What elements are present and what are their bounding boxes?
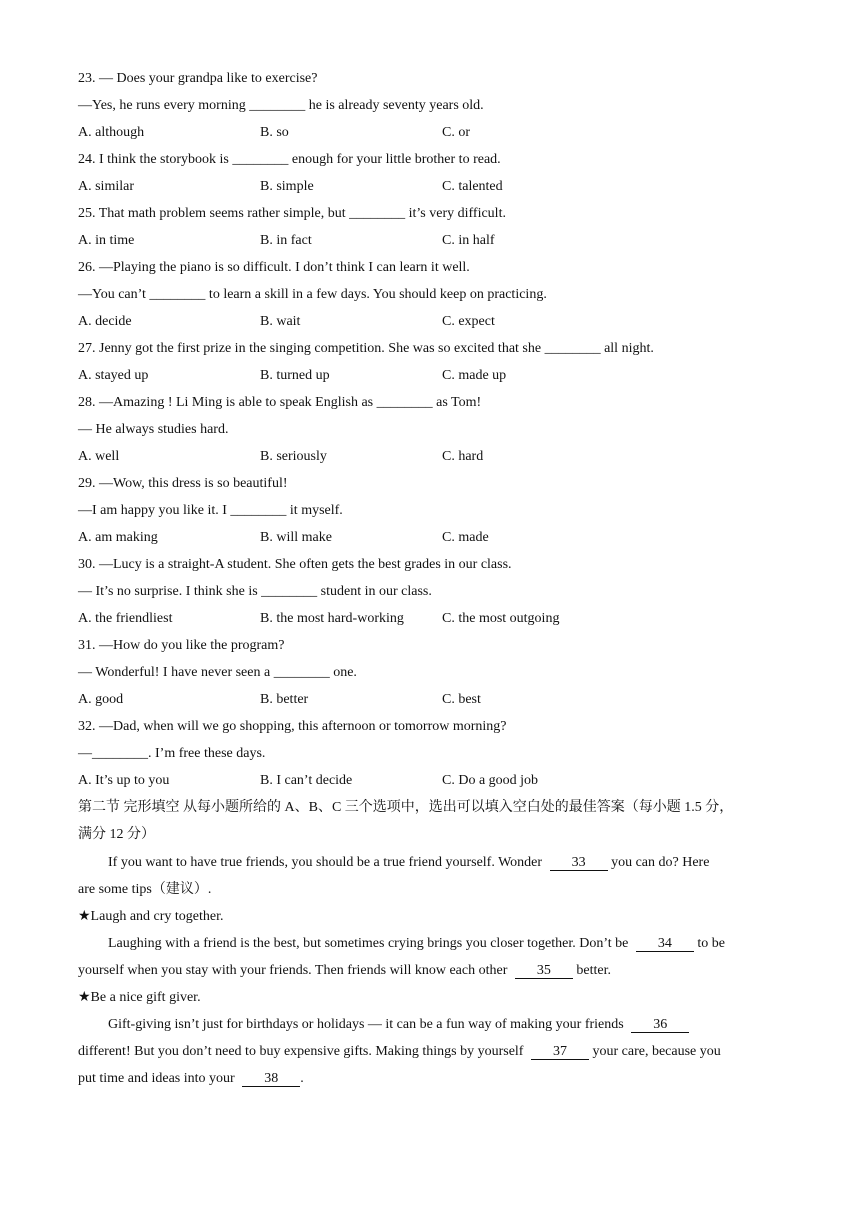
option-a: A. It’s up to you (78, 773, 170, 788)
option-b: B. will make (260, 530, 332, 545)
question-reply: — He always studies hard. (78, 422, 229, 437)
option-a: A. in time (78, 233, 135, 248)
option-c: C. Do a good job (442, 773, 539, 788)
option-a: A. similar (78, 179, 134, 194)
question-reply: — Wonderful! I have never seen a ________ one. (78, 665, 357, 680)
question-stem: 26. —Playing the piano is so difficult. I don’t think I can learn it well. (78, 260, 470, 275)
blank-36: 36 (631, 1017, 689, 1033)
passage-line: yourself when you stay with your friends. Then friends will know each other 35 better. (78, 963, 611, 978)
question-stem: 25. That math problem seems rather simple, but ________ it’s very difficult. (78, 206, 506, 221)
question-stem: 32. —Dad, when will we go shopping, this afternoon or tomorrow morning? (78, 719, 507, 734)
question-stem: 27. Jenny got the first prize in the singing competition. She was so excited that she ________ all night. (78, 341, 654, 356)
option-a: A. stayed up (78, 368, 149, 383)
question-stem: 30. —Lucy is a straight-A student. She often gets the best grades in our class. (78, 557, 512, 572)
passage-line: If you want to have true friends, you should be a true friend yourself. Wonder 33 you can do? Here (108, 855, 710, 870)
question-stem: 24. I think the storybook is ________ enough for your little brother to read. (78, 152, 501, 167)
option-b: B. seriously (260, 449, 327, 464)
passage-line: Laughing with a friend is the best, but sometimes crying brings you closer together. Don’t be 34 to be (108, 936, 725, 951)
option-a: A. well (78, 449, 120, 464)
option-b: B. turned up (260, 368, 330, 383)
option-b: B. the most hard-working (260, 611, 404, 626)
passage-line: Gift-giving isn’t just for birthdays or holidays — it can be a fun way of making your friends 36 (108, 1016, 689, 1034)
question-reply: — It’s no surprise. I think she is ________ student in our class. (78, 584, 432, 599)
section-heading: 第二节 完形填空 从每小题所给的 A、B、C 三个选项中，选出可以填入空白处的最佳答案（每小题 1.5 分， (78, 800, 734, 815)
section-heading-cont: 满分 12 分） (78, 827, 155, 842)
passage-line: put time and ideas into your 38 . (78, 1071, 304, 1086)
question-stem: 23. — Does your grandpa like to exercise? (78, 71, 318, 86)
option-b: B. in fact (260, 233, 312, 248)
passage-line: are some tips（建议）. (78, 882, 212, 897)
option-c: C. made up (442, 368, 507, 383)
question-reply: —________. I’m free these days. (78, 746, 266, 761)
question-reply: —Yes, he runs every morning ________ he is already seventy years old. (78, 98, 484, 113)
option-a: A. am making (78, 530, 158, 545)
option-b: B. better (260, 692, 309, 707)
blank-38: 38 (242, 1071, 300, 1087)
option-c: C. talented (442, 179, 503, 194)
question-reply: —I am happy you like it. I ________ it myself. (78, 503, 343, 518)
question-reply: —You can’t ________ to learn a skill in a few days. You should keep on practicing. (78, 287, 547, 302)
option-c: C. hard (442, 449, 484, 464)
blank-33: 33 (550, 855, 608, 871)
question-stem: 31. —How do you like the program? (78, 638, 285, 653)
blank-37: 37 (531, 1044, 589, 1060)
option-b: B. wait (260, 314, 301, 329)
tip-heading: ★Laugh and cry together. (78, 909, 224, 924)
option-c: C. expect (442, 314, 495, 329)
option-a: A. decide (78, 314, 132, 329)
question-stem: 28. —Amazing ! Li Ming is able to speak English as ________ as Tom! (78, 395, 482, 410)
option-a: A. although (78, 125, 145, 140)
option-c: C. the most outgoing (442, 611, 560, 626)
option-b: B. so (260, 125, 289, 140)
option-a: A. good (78, 692, 124, 707)
option-c: C. in half (442, 233, 495, 248)
blank-35: 35 (515, 963, 573, 979)
tip-heading: ★Be a nice gift giver. (78, 990, 201, 1005)
passage-line: different! But you don’t need to buy expensive gifts. Making things by yourself 37 your care, because you (78, 1044, 721, 1059)
option-c: C. best (442, 692, 481, 707)
question-stem: 29. —Wow, this dress is so beautiful! (78, 476, 288, 491)
option-b: B. simple (260, 179, 314, 194)
option-a: A. the friendliest (78, 611, 173, 626)
option-b: B. I can’t decide (260, 773, 353, 788)
blank-34: 34 (636, 936, 694, 952)
option-c: C. made (442, 530, 489, 545)
option-c: C. or (442, 125, 470, 140)
